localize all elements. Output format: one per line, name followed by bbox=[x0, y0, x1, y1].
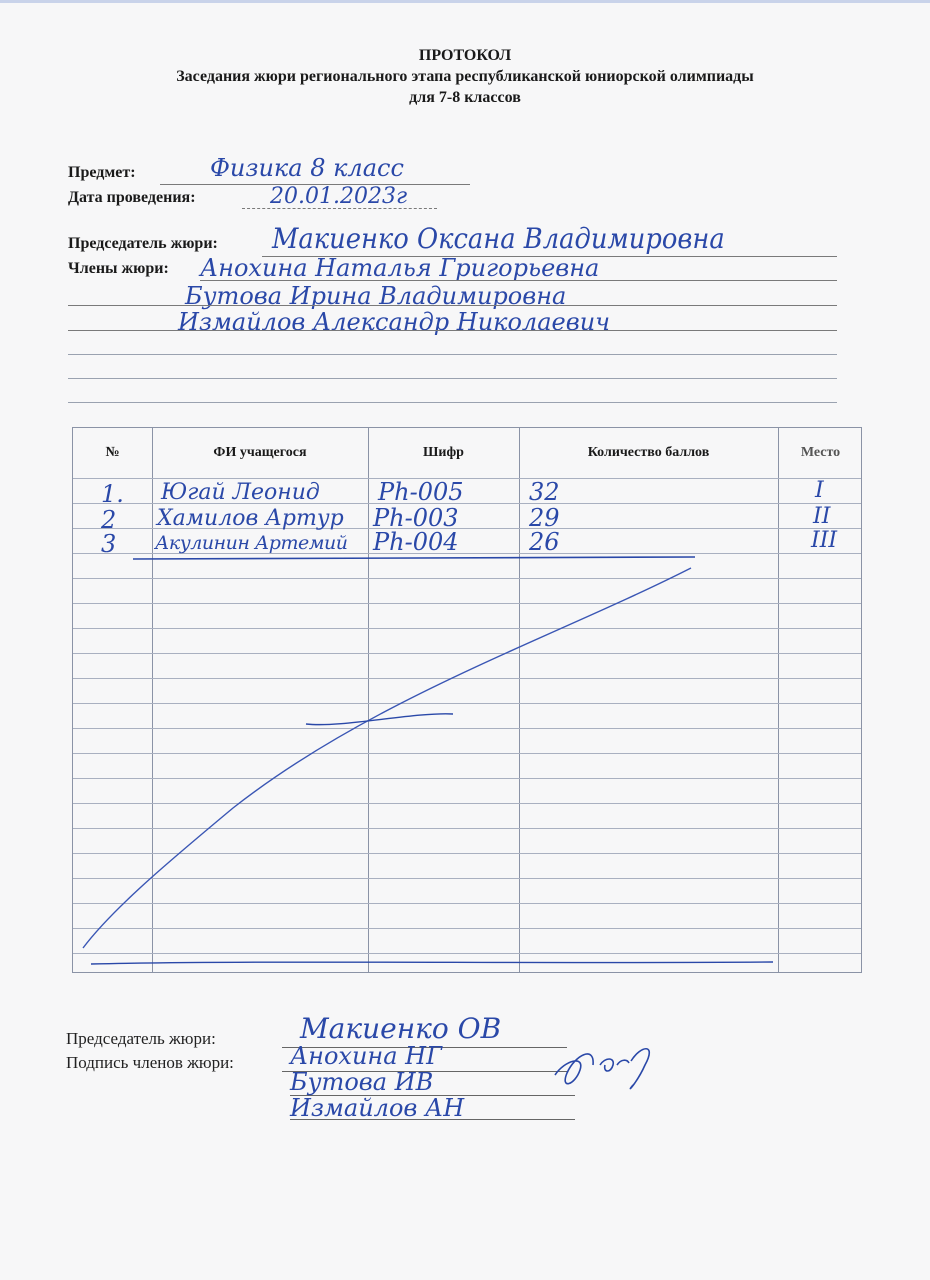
row-3-code: Ph-004 bbox=[373, 528, 459, 556]
row-2-score: 29 bbox=[529, 504, 560, 532]
signature-chair-label: Председатель жюри: bbox=[66, 1029, 216, 1048]
header-number: № bbox=[105, 445, 120, 460]
results-table bbox=[72, 427, 862, 973]
diagonal-stroke bbox=[83, 568, 691, 948]
row-2-code: Ph-003 bbox=[373, 504, 459, 532]
members-line-1 bbox=[200, 280, 837, 281]
row-3-place: III bbox=[811, 528, 838, 553]
handwritten-signature bbox=[545, 1035, 665, 1105]
row-1-number: 1. bbox=[101, 480, 124, 508]
member-2: Бутова Ирина Владимировна bbox=[185, 282, 567, 310]
members-line-4 bbox=[68, 354, 837, 355]
bottom-stroke bbox=[91, 962, 773, 964]
row-2-name: Хамилов Артур bbox=[157, 506, 344, 531]
members-line-2 bbox=[68, 305, 837, 306]
member-1: Анохина Наталья Григорьевна bbox=[200, 254, 600, 282]
members-line-6 bbox=[68, 402, 837, 403]
underline-stroke bbox=[133, 557, 695, 559]
row-1-place: I bbox=[815, 478, 824, 503]
signature-member-2: Бутова ИВ bbox=[290, 1068, 434, 1096]
cross-stroke bbox=[306, 714, 453, 725]
header-student-name: ФИ учащегося bbox=[213, 445, 307, 460]
page-top-edge bbox=[0, 0, 930, 3]
document-title: ПРОТОКОЛ bbox=[418, 47, 512, 64]
row-2-number: 2 bbox=[101, 506, 117, 534]
members-line-5 bbox=[68, 378, 837, 379]
crossout-strokes bbox=[73, 428, 863, 974]
subject-value: Физика 8 класс bbox=[210, 154, 404, 182]
document-subtitle-line-2: для 7-8 классов bbox=[409, 89, 521, 106]
members-label: Члены жюри: bbox=[68, 260, 169, 277]
chair-label: Председатель жюри: bbox=[68, 235, 218, 252]
subject-label: Предмет: bbox=[68, 164, 136, 181]
row-1-name: Югай Леонид bbox=[161, 480, 320, 505]
row-3-number: 3 bbox=[101, 530, 117, 558]
row-1-score: 32 bbox=[529, 478, 560, 506]
row-1-code: Ph-005 bbox=[378, 478, 464, 506]
document-subtitle-line-1: Заседания жюри регионального этапа республиканской юниорской олимпиады bbox=[176, 68, 754, 85]
chair-value: Макиенко Оксана Владимировна bbox=[272, 222, 725, 255]
date-label: Дата проведения: bbox=[68, 189, 196, 206]
date-value: 20.01.2023г bbox=[270, 184, 408, 209]
signature-member-3: Измайлов АН bbox=[290, 1094, 465, 1122]
members-line-3 bbox=[68, 330, 837, 331]
row-3-name: Акулинин Артемий bbox=[155, 532, 348, 554]
document-header bbox=[0, 45, 930, 108]
member-3: Измайлов Александр Николаевич bbox=[178, 308, 611, 336]
header-place: Место bbox=[800, 445, 841, 460]
row-3-score: 26 bbox=[529, 528, 560, 556]
signature-chair: Макиенко ОВ bbox=[300, 1012, 502, 1045]
signature-member-1: Анохина НГ bbox=[290, 1042, 442, 1070]
header-score: Количество баллов bbox=[587, 445, 710, 460]
header-code: Шифр bbox=[423, 445, 464, 460]
signature-members-label: Подпись членов жюри: bbox=[66, 1053, 234, 1072]
row-2-place: II bbox=[813, 504, 831, 529]
